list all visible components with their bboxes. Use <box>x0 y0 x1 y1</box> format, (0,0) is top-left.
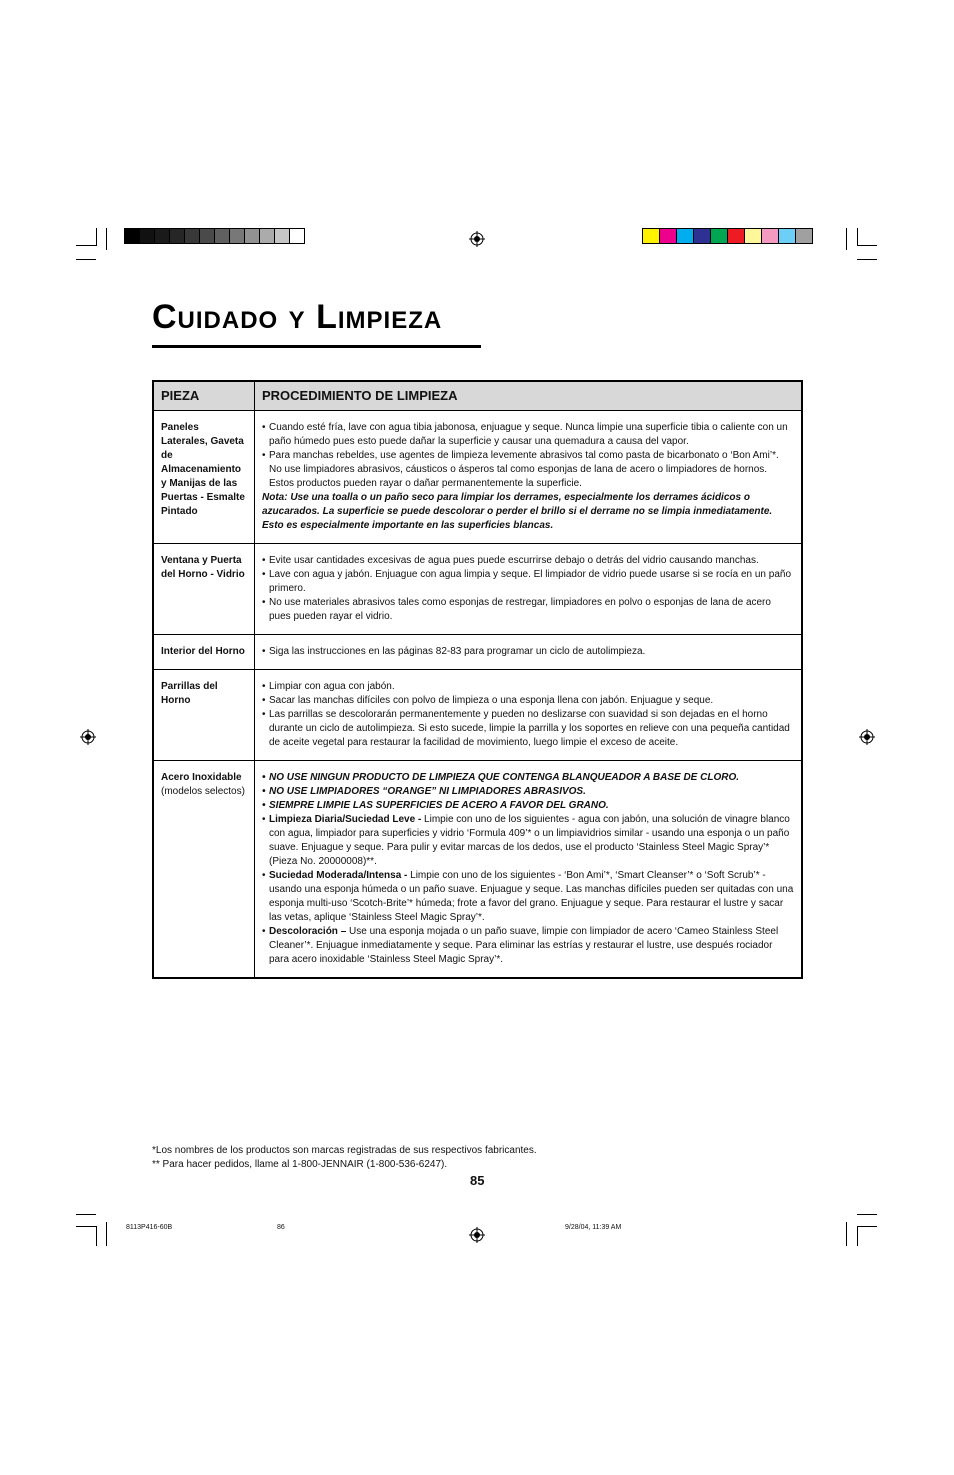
procedure-item <box>262 421 794 449</box>
footnote-ordering: ** Para hacer pedidos, llame al 1-800-JENNAIR (1-800-536-6247). <box>152 1159 448 1170</box>
table-row <box>153 761 802 979</box>
procedure-cell <box>255 411 803 544</box>
procedure-item-text: Las parrillas se descolorarán permanentemente y pueden no deslizarse con suavidad si son dejadas en el horno durante un ciclo de autolimpieza. Si esto sucede, limpie la parrilla y los soportes en relieve con una pequeña cantidad de aceite vegetal para restaurar la facilidad de movimiento, luego limpie el exceso de aceite. <box>269 709 790 748</box>
piece-subtitle: (modelos selectos) <box>161 786 245 797</box>
color-swatch <box>693 228 711 244</box>
procedure-list <box>262 771 794 967</box>
procedure-item <box>262 694 794 708</box>
color-swatch <box>727 228 745 244</box>
table-row <box>153 411 802 544</box>
color-swatch <box>289 228 305 244</box>
color-swatch <box>244 228 260 244</box>
procedure-item <box>262 869 794 925</box>
cleaning-table <box>152 380 803 979</box>
piece-name: Paneles Laterales, Gaveta de Almacenamiento y Manijas de las Puertas - Esmalte Pintado <box>161 422 245 517</box>
table-row <box>153 544 802 635</box>
warning-item: • SIEMPRE LIMPIE LAS SUPERFICIES DE ACERO A FAVOR DEL GRANO. <box>262 799 794 813</box>
color-swatch <box>642 228 660 244</box>
piece-cell <box>153 411 255 544</box>
color-swatch <box>259 228 275 244</box>
color-swatch <box>710 228 728 244</box>
piece-name: Ventana y Puerta del Horno - Vidrio <box>161 555 245 580</box>
color-swatch <box>169 228 185 244</box>
color-swatch <box>676 228 694 244</box>
piece-cell <box>153 761 255 979</box>
procedure-item-text: No use materiales abrasivos tales como esponjas de restregar, limpiadores en polvo o esponjas de lana de acero pues pueden rayar el vidrio. <box>269 597 771 622</box>
piece-name: Interior del Horno <box>161 646 245 657</box>
color-swatch <box>744 228 762 244</box>
color-swatch <box>199 228 215 244</box>
page-title: Cuidado y Limpieza <box>152 298 443 336</box>
warning-item: • NO USE LIMPIADORES “ORANGE” NI LIMPIADORES ABRASIVOS. <box>262 785 794 799</box>
procedure-item <box>262 645 794 659</box>
piece-cell <box>153 635 255 670</box>
footnotes <box>152 1144 537 1172</box>
procedure-list <box>262 645 794 659</box>
color-swatch <box>229 228 245 244</box>
procedure-item <box>262 596 794 624</box>
table-header-row <box>153 381 802 411</box>
procedure-item-text: Limpiar con agua con jabón. <box>269 681 395 692</box>
color-swatch <box>659 228 677 244</box>
procedure-item-text: Siga las instrucciones en las páginas 82-83 para programar un ciclo de autolimpieza. <box>269 646 646 657</box>
footnote-trademarks: *Los nombres de los productos son marcas registradas de sus respectivos fabricantes. <box>152 1145 537 1156</box>
warning-item: • NO USE NINGUN PRODUCTO DE LIMPIEZA QUE CONTENGA BLANQUEADOR A BASE DE CLORO. <box>262 771 794 785</box>
color-swatch <box>124 228 140 244</box>
procedure-item-lead: Suciedad Moderada/Intensa - <box>269 870 408 881</box>
column-header-procedure: PROCEDIMIENTO DE LIMPIEZA <box>255 381 803 411</box>
piece-cell <box>153 544 255 635</box>
procedure-item-text: Para manchas rebeldes, use agentes de limpieza levemente abrasivos tal como pasta de bicarbonato o ‘Bon Ami’*. No use limpiadores abrasivos, cáusticos o ásperos tal como esponjas de lana de acero o limpiadores de hornos. Estos productos pueden rayar o dañar permanentemente la superficie. <box>269 450 779 489</box>
registration-mark-icon <box>859 729 875 745</box>
table-row <box>153 670 802 761</box>
procedure-item <box>262 554 794 568</box>
registration-mark-icon <box>469 1227 485 1243</box>
procedure-item-text: Lave con agua y jabón. Enjuague con agua limpia y seque. El limpiador de vidrio puede usarse si se rocía en un paño primero. <box>269 569 792 594</box>
procedure-list <box>262 680 794 750</box>
piece-name: Parrillas del Horno <box>161 681 218 706</box>
color-swatch <box>214 228 230 244</box>
procedure-item <box>262 708 794 750</box>
piece-cell <box>153 670 255 761</box>
procedure-item-lead: Limpieza Diaria/Suciedad Leve - <box>269 814 422 825</box>
procedure-item <box>262 813 794 869</box>
procedure-cell <box>255 670 803 761</box>
slug-page: 86 <box>277 1224 285 1231</box>
color-swatch <box>139 228 155 244</box>
procedure-list <box>262 421 794 491</box>
color-swatch <box>795 228 813 244</box>
procedure-list <box>262 554 794 624</box>
procedure-item-text: Use una esponja mojada o un paño suave, limpie con limpiador de acero ‘Cameo Stainless Steel Cleaner’*. Enjuague inmediatamente y seque. Para eliminar las estrías y restaurar el lustre, use después rociador para acero inoxidable ‘Stainless Steel Magic Spray’*. <box>269 926 779 965</box>
procedure-note: Nota: Use una toalla o un paño seco para limpiar los derrames, especialmente los derrames ácidicos o azucarados. La superficie se puede descolorar o perder el brillo si el derrame no se limpia inmediatamente. Esto es especialmente importante en las superficies blancas. <box>262 492 773 531</box>
color-swatch <box>761 228 779 244</box>
procedure-item-text: Limpie con uno de los siguientes - agua con jabón, una solución de vinagre blanco con agua, limpiador para superficies y vidrio ‘Formula 409’* o un limpiavidrios similar - usando una esponja o un paño suave. Enjuague y seque. Para pulir y evitar marcas de los dedos, use el producto ‘Stainless Steel Magic Spray’* (Pieza No. 20000008)**. <box>269 814 790 867</box>
piece-name: Acero Inoxidable <box>161 772 242 783</box>
registration-mark-icon <box>80 729 96 745</box>
procedure-item-lead: Descoloración – <box>269 926 347 937</box>
color-swatch <box>274 228 290 244</box>
slug-timestamp: 9/28/04, 11:39 AM <box>565 1224 622 1231</box>
color-swatch <box>184 228 200 244</box>
color-swatch <box>778 228 796 244</box>
procedure-item <box>262 568 794 596</box>
procedure-item <box>262 449 794 491</box>
procedure-cell <box>255 544 803 635</box>
procedure-item-text: Evite usar cantidades excesivas de agua pues puede escurrirse debajo o detrás del vidrio causando manchas. <box>269 555 759 566</box>
column-header-piece: PIEZA <box>153 381 255 411</box>
page-number: 85 <box>470 1173 485 1188</box>
procedure-cell <box>255 635 803 670</box>
procedure-item <box>262 680 794 694</box>
procedure-item-text: Cuando esté fría, lave con agua tibia jabonosa, enjuague y seque. Nunca limpie una superficie tibia o caliente con un paño húmedo pues esto puede dañar la superficie y causar una quemadura a causa del vapor. <box>269 422 788 447</box>
procedure-item <box>262 925 794 967</box>
table-row <box>153 635 802 670</box>
title-underline <box>152 345 481 348</box>
procedure-item-text: Limpie con uno de los siguientes - ‘Bon Ami’*, ‘Smart Cleanser’* o ‘Soft Scrub’* - usando una esponja húmeda o un paño suave. Enjuague y seque. Las manchas difíciles pueden ser quitadas con una esponja multi-uso ‘Scotch-Brite’* húmeda; frote a favor del grano. Enjuague y seque. Para restaurar el lustre y sacar las vetas, aplique ‘Stainless Steel Magic Spray’*. <box>269 870 794 923</box>
procedure-cell <box>255 761 803 979</box>
color-swatch <box>154 228 170 244</box>
slug-job-code: 8113P416-60B <box>126 1224 173 1231</box>
procedure-item-text: Sacar las manchas difíciles con polvo de limpieza o una esponja llena con jabón. Enjuague y seque. <box>269 695 714 706</box>
registration-mark-icon <box>469 231 485 247</box>
